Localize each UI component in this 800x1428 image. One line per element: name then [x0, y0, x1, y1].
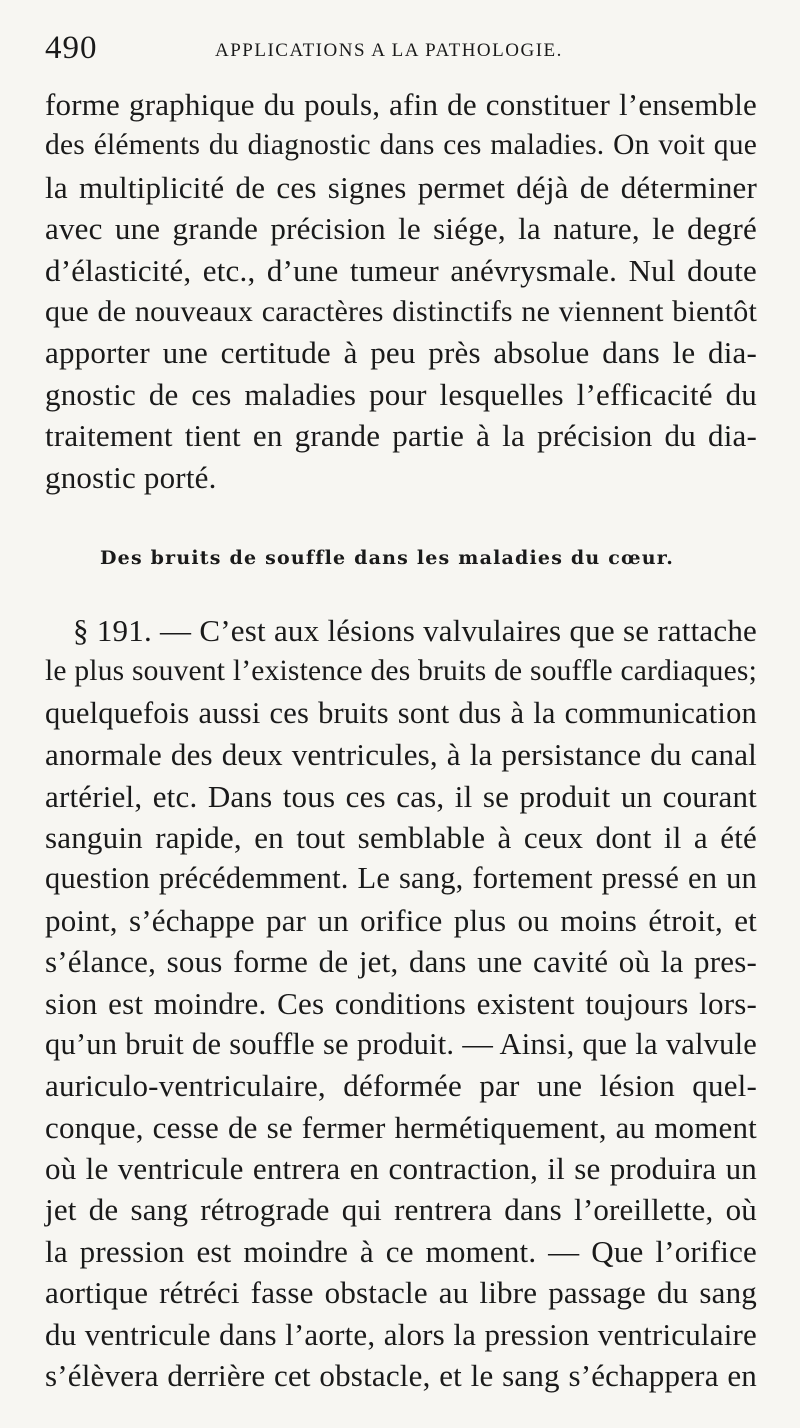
text-line: sion est moindre. Ces conditions existent toujours lors- — [45, 985, 757, 1021]
text-line: que de nouveaux caractères distinctifs ne viennent bientôt — [45, 294, 757, 328]
text-line: forme graphique du pouls, afin de constituer l’ensemble — [45, 87, 757, 122]
text-line: la multiplicité de ces signes permet déjà de déterminer — [45, 169, 757, 205]
text-line: s’élèvera derrière cet obstacle, et le sang s’échappera en — [45, 1358, 757, 1394]
text-line: des éléments du diagnostic dans ces maladies. On voit que — [45, 129, 757, 162]
text-line: la pression est moindre à ce moment. — Que l’orifice — [45, 1233, 757, 1269]
text-line: question précédemment. Le sang, fortement pressé en un — [45, 861, 757, 896]
text-line: s’élance, sous forme de jet, dans une cavité où la pres- — [45, 944, 757, 980]
text-line: du ventricule dans l’aorte, alors la pression ventriculaire — [45, 1316, 757, 1352]
text-line: avec une grande précision le siége, la nature, le degré — [45, 211, 757, 247]
running-header — [45, 28, 765, 68]
text-line: § 191. — C’est aux lésions valvulaires que se rattache — [73, 613, 757, 648]
text-line: où le ventricule entrera en contraction, il se produira un — [45, 1151, 757, 1187]
text-line: d’élasticité, etc., d’une tumeur anévrysmale. Nul doute — [45, 252, 757, 288]
page-number: 490 — [45, 30, 98, 66]
text-line: apporter une certitude à peu près absolue dans le dia- — [45, 335, 757, 371]
text-line: traitement tient en grande partie à la précision du dia- — [45, 418, 757, 454]
text-line: quelquefois aussi ces bruits sont dus à la communication — [45, 695, 757, 730]
text-line: gnostic porté. — [45, 459, 217, 495]
text-line: artériel, etc. Dans tous ces cas, il se produit un courant — [45, 778, 757, 814]
text-line: point, s’échappe par un orifice plus ou moins étroit, et — [45, 902, 757, 938]
text-line: jet de sang rétrograde qui rentrera dans l’oreillette, où — [45, 1192, 757, 1228]
text-line: anormale des deux ventricules, à la persistance du canal — [45, 737, 757, 773]
text-line: conque, cesse de se fermer hermétiquement, au moment — [45, 1109, 757, 1145]
text-line: qu’un bruit de souffle se produit. — Ainsi, que la valvule — [45, 1026, 757, 1061]
text-line: aortique rétréci fasse obstacle au libre passage du sang — [45, 1275, 757, 1311]
text-line: gnostic de ces maladies pour lesquelles l’efficacité du — [45, 376, 757, 412]
section-heading: Des bruits de souffle dans les maladies du cœur. — [100, 547, 675, 569]
text-line: auriculo-ventriculaire, déformée par une lésion quel- — [45, 1068, 757, 1104]
running-title: APPLICATIONS A LA PATHOLOGIE. — [215, 40, 563, 61]
text-line: le plus souvent l’existence des bruits de souffle cardiaques; — [45, 655, 757, 688]
paragraph-section-191 — [45, 610, 757, 1396]
paragraph-diagnostic — [45, 84, 757, 498]
text-line: sanguin rapide, en tout semblable à ceux dont il a été — [45, 819, 757, 855]
